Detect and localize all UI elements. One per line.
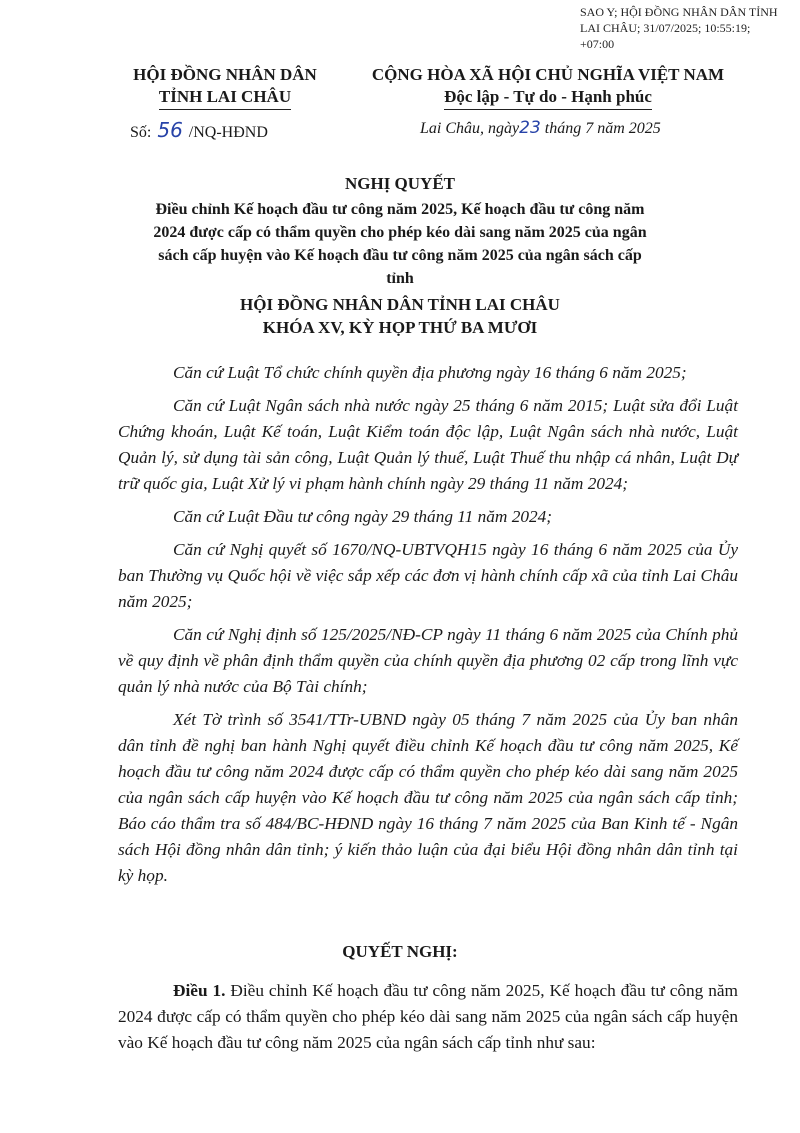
national-motto: [358, 64, 738, 110]
document-number: [130, 118, 268, 142]
legal-basis-paragraph: Căn cứ Nghị quyết số 1670/NQ-UBTVQH15 ngày 16 tháng 6 năm 2025 của Ủy ban Thường vụ Quốc hội về việc sắp xếp các đơn vị hành chính cấp xã của tỉnh Lai Châu năm 2025;: [118, 540, 738, 611]
authority-line-1: HỘI ĐỒNG NHÂN DÂN: [133, 65, 317, 84]
session-name: KHÓA XV, KỲ HỌP THỨ BA MƯƠI: [262, 318, 538, 337]
issuing-authority: [100, 64, 350, 110]
date-prefix: Lai Châu, ngày: [420, 120, 520, 137]
legal-basis-paragraph: Căn cứ Nghị định số 125/2025/NĐ-CP ngày 11 tháng 6 năm 2025 của Chính phủ về quy định về phân định thẩm quyền của chính quyền địa phương 02 cấp trong lĩnh vực quản lý nhà nước của Bộ Tài chính;: [118, 625, 738, 696]
issuing-council: [150, 293, 650, 339]
article-1-label: Điều 1.: [173, 981, 226, 1000]
article-1: [118, 978, 738, 1056]
handwritten-day: 23: [519, 118, 541, 138]
council-name: HỘI ĐỒNG NHÂN DÂN TỈNH LAI CHÂU: [240, 295, 560, 314]
country-name: CỘNG HÒA XÃ HỘI CHỦ NGHĨA VIỆT NAM: [371, 65, 725, 84]
motto: Độc lập - Tự do - Hạnh phúc: [444, 86, 652, 110]
number-prefix: Số:: [130, 124, 152, 141]
legal-basis: [118, 360, 738, 896]
article-1-text: Điều chỉnh Kế hoạch đầu tư công năm 2025, Kế hoạch đầu tư công năm 2024 được cấp có thẩm quyền cho phép kéo dài sang năm 2025 của ngân sách cấp huyện vào Kế hoạch đầu tư công năm 2025 của ngân sách cấp tỉnh như sau:: [118, 981, 739, 1052]
date-suffix: tháng 7 năm 2025: [544, 120, 661, 137]
legal-basis-paragraph: Căn cứ Luật Ngân sách nhà nước ngày 25 tháng 6 năm 2015; Luật sửa đổi Luật Chứng khoán, Luật Kế toán, Luật Kiểm toán độc lập, Luật Ngân sách nhà nước, Luật Quản lý, sử dụng tài sản công, Luật Quản lý thuế, Luật Thuế thu nhập cá nhân, Luật Dự trữ quốc gia, Luật Xử lý vi phạm hành chính ngày 29 tháng 11 năm 2024;: [118, 396, 738, 493]
document-subject: Điều chỉnh Kế hoạch đầu tư công năm 2025, Kế hoạch đầu tư công năm 2024 được cấp có thẩm quyền cho phép kéo dài sang năm 2025 của ngân sách cấp huyện vào Kế hoạch đầu tư công năm 2025 của ngân sách cấp tỉnh: [153, 201, 647, 287]
document-type: NGHỊ QUYẾT: [344, 174, 456, 193]
document-date: [420, 118, 661, 138]
handwritten-number: 56: [157, 118, 183, 142]
legal-basis-paragraph: Căn cứ Luật Đầu tư công ngày 29 tháng 11 năm 2024;: [173, 507, 553, 526]
legal-basis-paragraph: Xét Tờ trình số 3541/TTr-UBND ngày 05 tháng 7 năm 2025 của Ủy ban nhân dân tỉnh đề nghị ban hành Nghị quyết điều chỉnh Kế hoạch đầu tư công năm 2025, Kế hoạch đầu tư công năm 2024 được cấp có thẩm quyền cho phép kéo dài sang năm 2025 của ngân sách cấp huyện vào Kế hoạch đầu tư công năm 2025 của ngân sách cấp tỉnh; Báo cáo thẩm tra số 484/BC-HĐND ngày 16 tháng 7 năm 2025 của Ban Kinh tế - Ngân sách Hội đồng nhân dân tỉnh; ý kiến thảo luận của đại biểu Hội đồng nhân dân tỉnh tại kỳ họp.: [118, 710, 738, 885]
digital-copy-stamp: SAO Y; HỘI ĐỒNG NHÂN DÂN TỈNH LAI CHÂU; 31/07/2025; 10:55:19; +07:00: [580, 5, 778, 51]
legal-basis-paragraph: Căn cứ Luật Tổ chức chính quyền địa phương ngày 16 tháng 6 năm 2025;: [173, 363, 687, 382]
number-suffix: /NQ-HĐND: [188, 124, 268, 141]
decision-heading: QUYẾT NGHỊ:: [342, 942, 458, 961]
authority-line-2: TỈNH LAI CHÂU: [159, 86, 291, 110]
